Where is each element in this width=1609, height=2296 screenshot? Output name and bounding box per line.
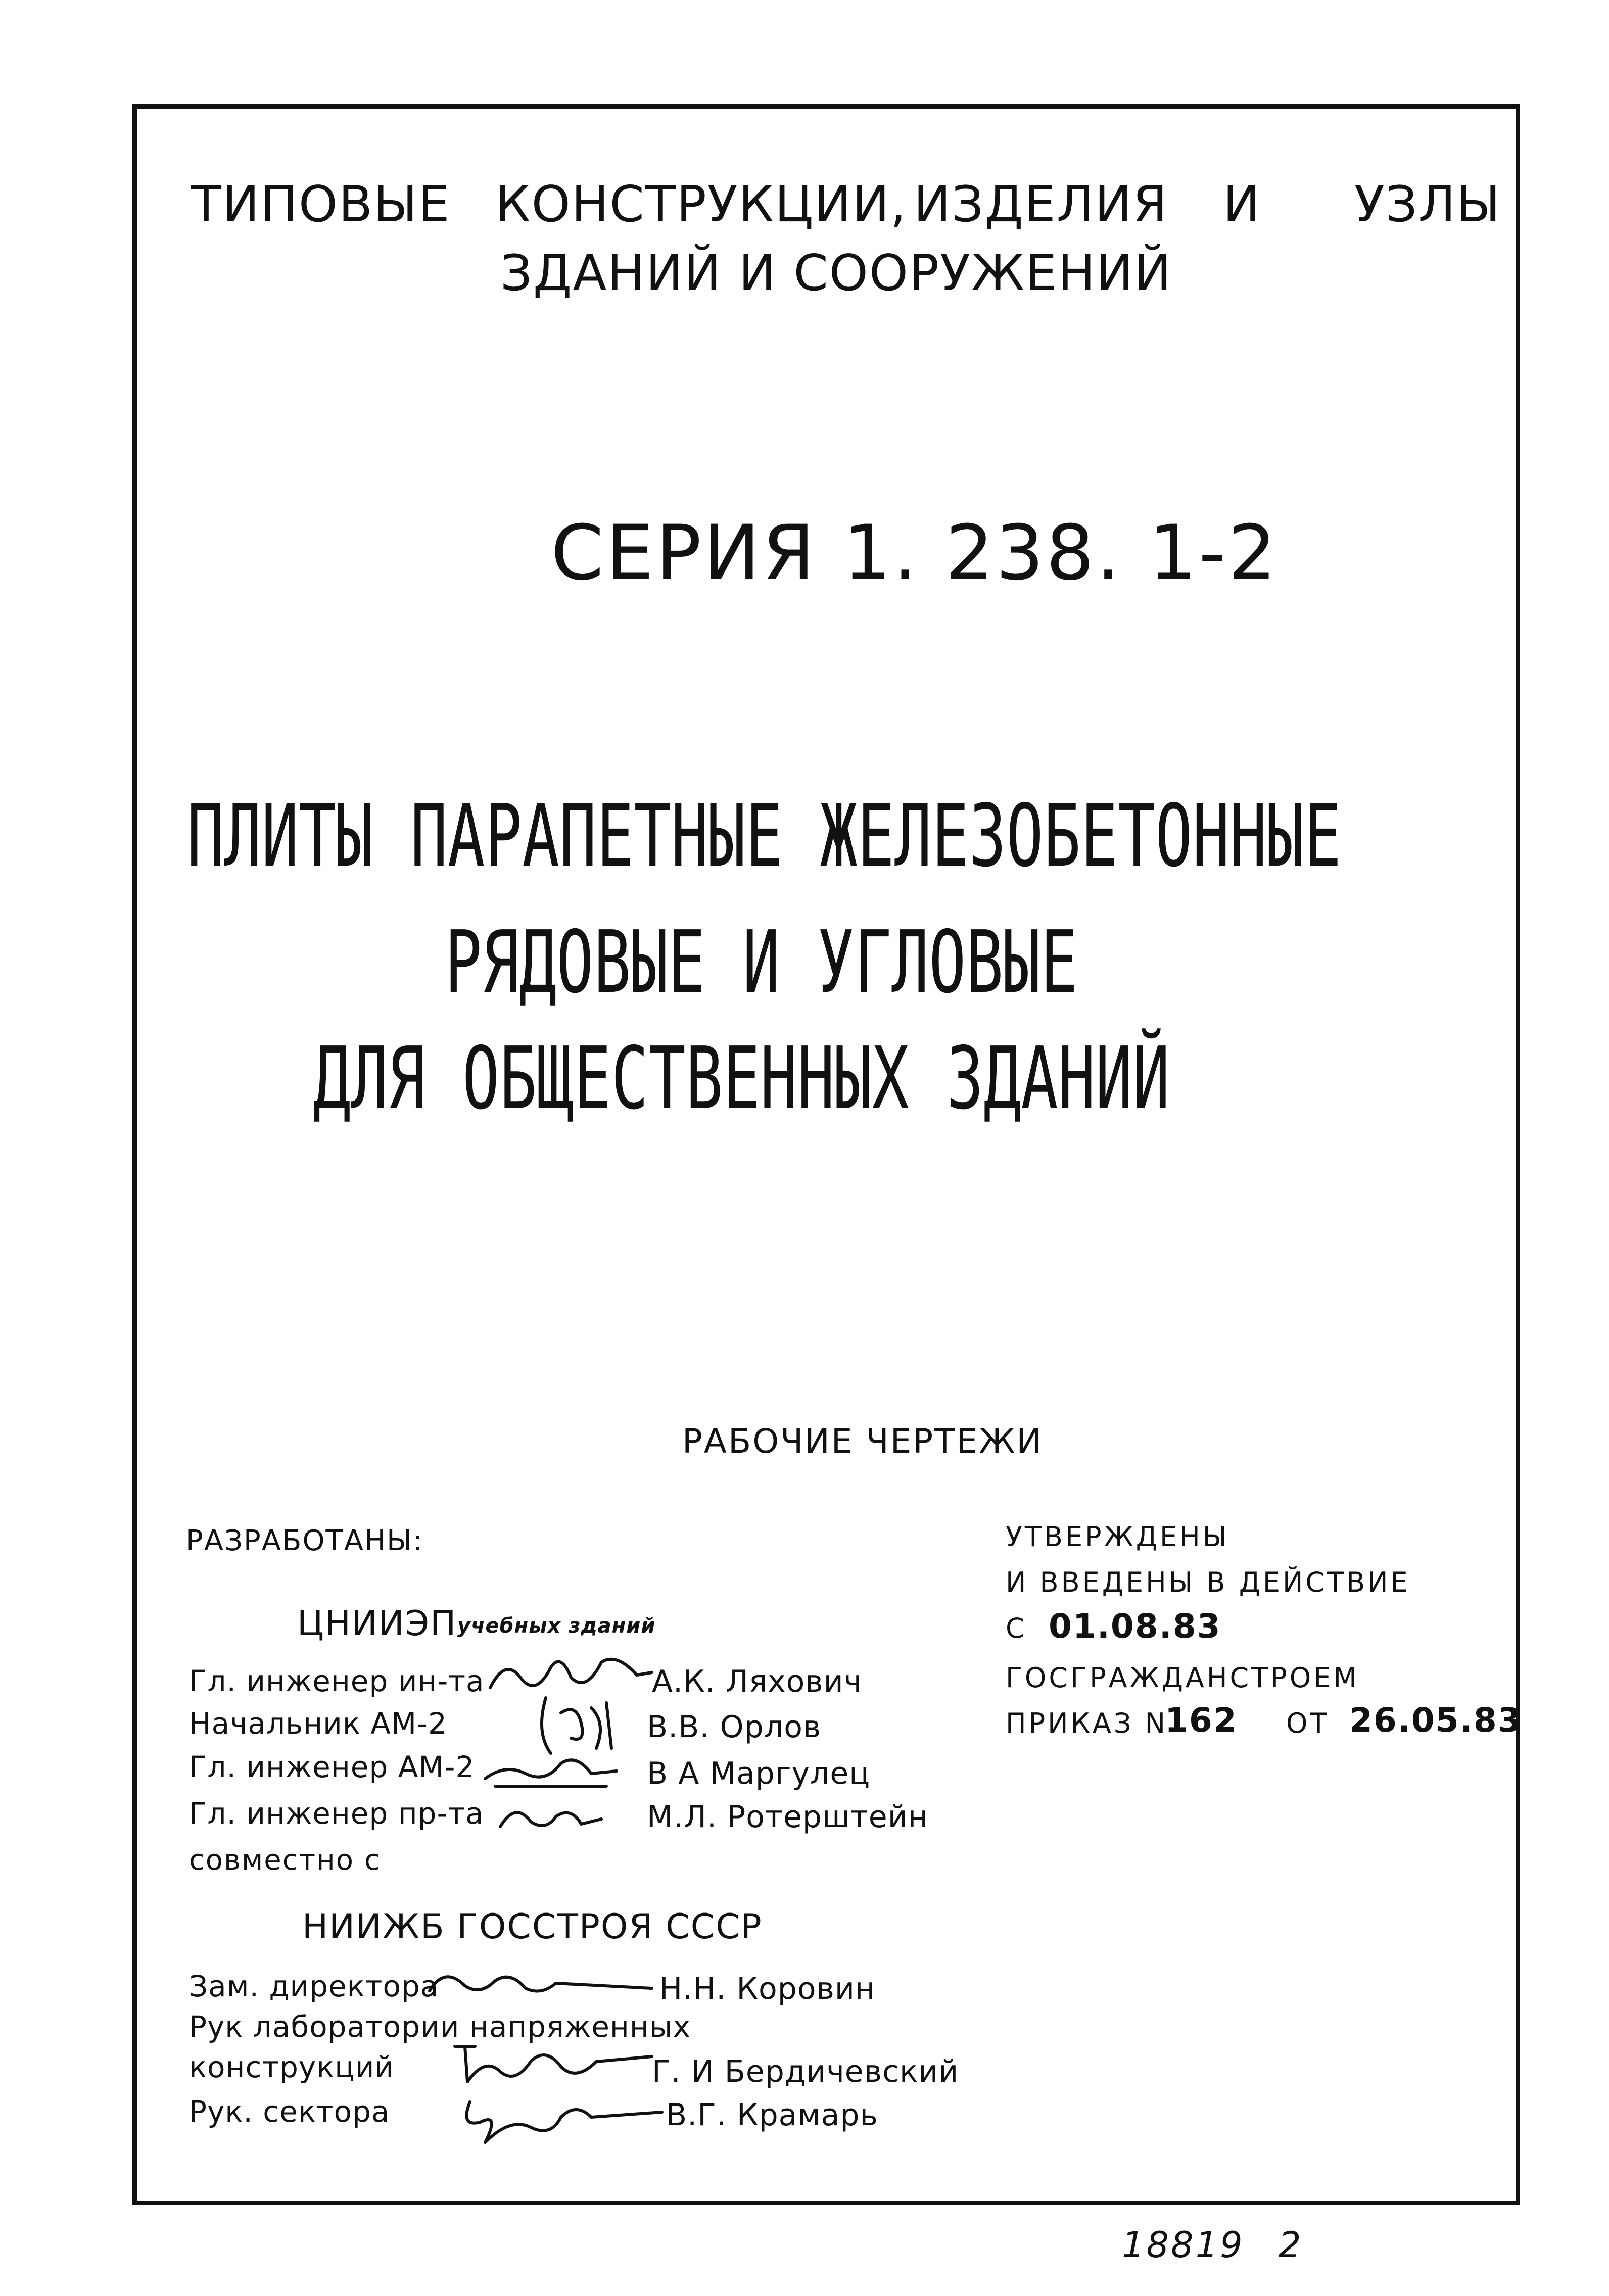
series-number: СЕРИЯ 1. 238. 1-2 <box>551 509 1279 597</box>
staff2-name-4: В.Г. Крамарь <box>666 2097 878 2133</box>
header-word-4: И <box>1223 176 1261 233</box>
header-line-2: ЗДАНИЙ И СООРУЖЕНИЙ <box>500 245 1172 302</box>
organization-1-suffix: учебных зданий <box>457 1614 656 1638</box>
staff-name-4: М.Л. Ротерштейн <box>647 1799 928 1835</box>
order-number: 162 <box>1165 1701 1238 1740</box>
approved-from-prefix: С <box>1006 1612 1027 1644</box>
page-frame <box>132 104 1520 2205</box>
order-prefix: ПРИКАЗ N <box>1006 1707 1168 1739</box>
signature-5 <box>424 1960 657 2006</box>
staff-role-4: Гл. инженер пр-та <box>189 1796 484 1831</box>
title-line-2: РЯДОВЫЕ И УГЛОВЫЕ <box>445 913 1078 1013</box>
joint-with-label: совместно с <box>189 1844 381 1877</box>
order-date-prefix: ОТ <box>1286 1707 1330 1739</box>
sheet-number: 2 <box>1279 2224 1303 2266</box>
header-word-3: ИЗДЕЛИЯ <box>914 176 1168 233</box>
title-line-1: ПЛИТЫ ПАРАПЕТНЫЕ ЖЕЛЕЗОБЕТОННЫЕ <box>187 786 1342 886</box>
approved-line-2: И ВВЕДЕНЫ В ДЕЙСТВИЕ <box>1006 1566 1410 1598</box>
staff2-role-4: Рук. сектора <box>189 2094 390 2129</box>
staff2-role-1: Зам. директора <box>189 1969 439 2003</box>
header-word-1: ТИПОВЫЕ <box>191 176 451 233</box>
staff-role-2: Начальник АМ-2 <box>189 1706 447 1741</box>
title-line-3: ДЛЯ ОБЩЕСТВЕННЫХ ЗДАНИЙ <box>313 1029 1170 1129</box>
staff-name-2: В.В. Орлов <box>647 1709 822 1745</box>
organization-2: НИИЖБ ГОССТРОЯ СССР <box>302 1907 763 1947</box>
approved-line-4: ГОСГРАЖДАНСТРОЕМ <box>1006 1662 1359 1694</box>
header-word-2: КОНСТРУКЦИИ, <box>495 176 907 233</box>
staff2-role-2: Рук лаборатории напряженных <box>189 2010 691 2044</box>
signature-3 <box>475 1743 627 1794</box>
developed-label: РАЗРАБОТАНЫ: <box>186 1524 423 1557</box>
organization-1: ЦНИИЭП <box>297 1604 457 1644</box>
order-date: 26.05.83 <box>1349 1701 1522 1740</box>
document-type: РАБОЧИЕ ЧЕРТЕЖИ <box>682 1422 1043 1461</box>
approved-date-from: 01.08.83 <box>1049 1607 1221 1646</box>
header-word-5: УЗЛЫ <box>1354 176 1501 233</box>
approved-line-1: УТВЕРЖДЕНЫ <box>1006 1521 1229 1553</box>
staff2-name-1: Н.Н. Коровин <box>659 1971 876 2006</box>
signature-7 <box>455 2087 667 2158</box>
signature-4 <box>495 1796 606 1837</box>
staff2-name-3: Г. И Бердичевский <box>652 2054 959 2089</box>
staff-name-3: В А Маргулец <box>647 1756 871 1791</box>
staff-role-1: Гл. инженер ин-та <box>189 1664 485 1698</box>
staff-role-3: Гл. инженер АМ-2 <box>189 1750 475 1784</box>
staff-name-1: А.К. Ляхович <box>652 1664 863 1699</box>
staff2-role-3: конструкций <box>189 2050 395 2084</box>
inventory-number: 18819 <box>1122 2224 1245 2266</box>
